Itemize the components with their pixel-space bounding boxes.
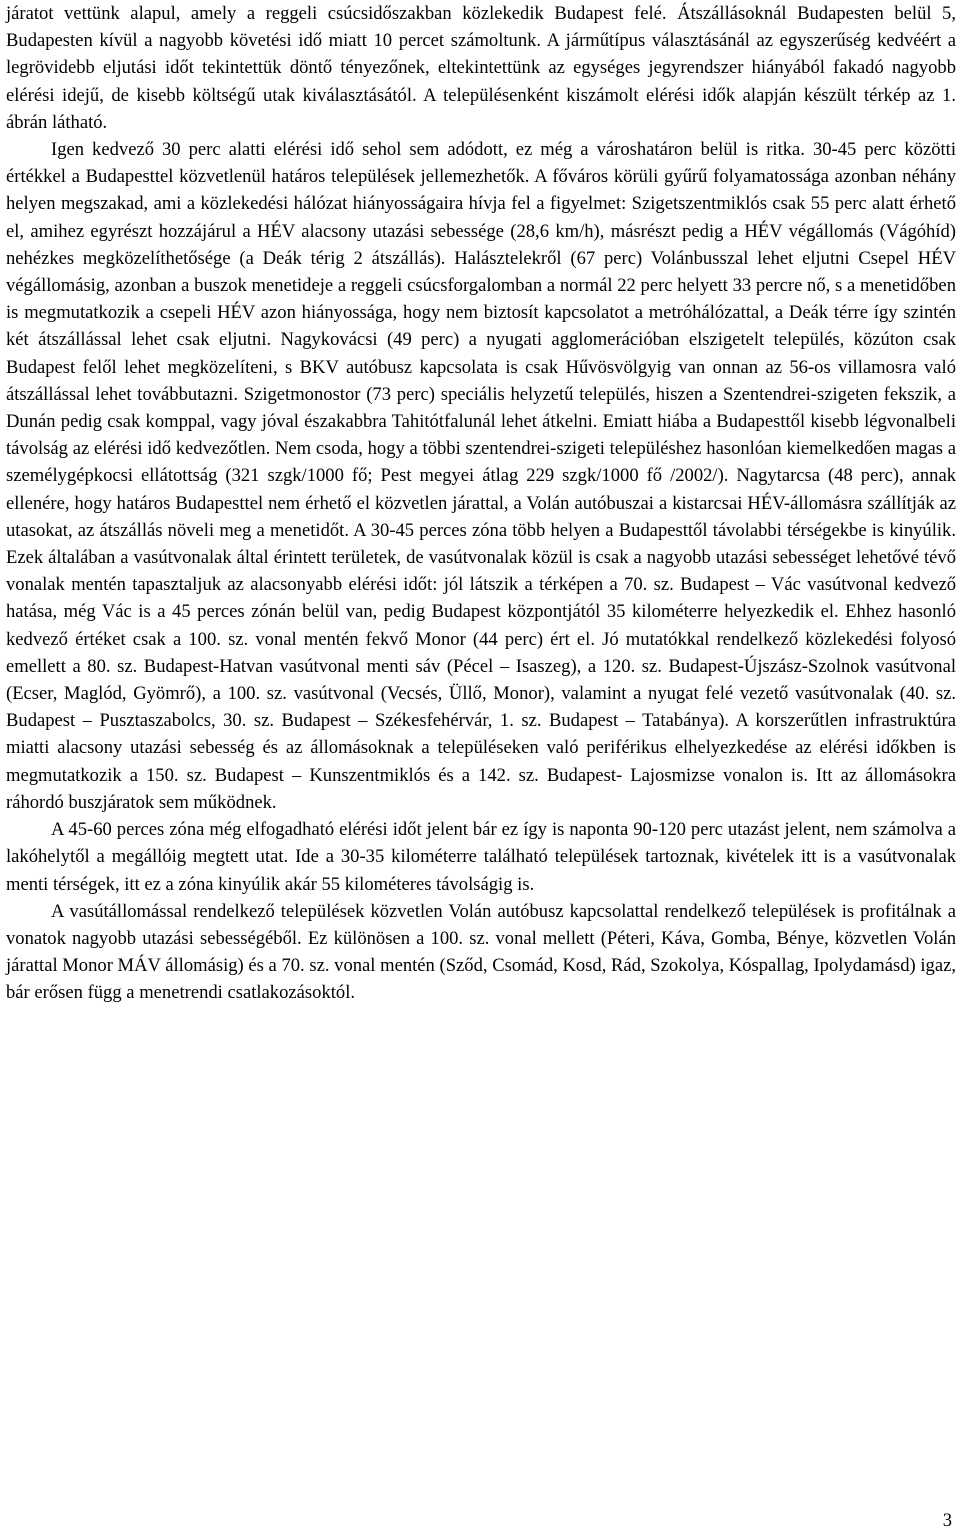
paragraph-1: járatot vettünk alapul, amely a reggeli csúcsidőszakban közlekedik Budapest felé. Átszállásoknál Budapesten belül 5, Budapesten kívül a nagyobb követési idő miatt 10 percet számoltunk. A járműtípus választásánál az egyszerűség kedvéért a legrövidebb eljutási időt tekintettük döntő tényezőnek, eltekintettünk az egységes jegyrendszer hiányából fakadó nagyobb elérési idejű, de kisebb költségű utak kiválasztásától. A településenként kiszámolt elérési idők alapján készült térkép az 1. ábrán látható.	[6, 3, 956, 133]
paragraph-2: Igen kedvező 30 perc alatti elérési idő sehol sem adódott, ez még a városhatáron belül is ritka. 30-45 perc közötti értékkel a Budapesttel közvetlenül határos települések jellemezhetők. A főváros körüli gyűrű folyamatossága azonban néhány helyen megszakad, ami a közlekedési hálózat hiányosságaira hívja fel a figyelmet: Szigetszentmiklós csak 55 perc alatt érhető el, amihez egyrészt hozzájárul a HÉV alacsony utazási sebessége (28,6 km/h), másrészt pedig a HÉV végállomás (Vágóhíd) nehézkes megközelíthetősége (a Deák térig 2 átszállás). Halásztelekről (67 perc) Volánbusszal lehet eljutni Csepel HÉV végállomásig, azonban a buszok menetideje a reggeli csúcsforgalomban a normál 22 perc helyett 33 percre nő, s a menetidőben is megmutatkozik a csepeli HÉV azon hiányossága, hogy nem biztosít kapcsolatot a metróhálózattal, a Deák térre így szintén két átszállással lehet csak eljutni. Nagykovácsi (49 perc) a nyugati agglomerációban elszigetelt település, közúton csak Budapest felől lehet megközelíteni, s BKV autóbusz kapcsolata is csak Hűvösvölgyig van onnan az 56-os villamosra való átszállással lehet továbbutazni. Szigetmonostor (73 perc) speciális helyzetű település, hiszen a Szentendrei-szigeten fekszik, a Dunán pedig csak komppal, vagy jóval északabbra Tahitótfalunál lehet átkelni. Emiatt hiába a Budapesttől kisebb légvonalbeli távolság az elérési idő kedvezőtlen. Nem csoda, hogy a többi szentendrei-szigeti településhez hasonlóan kiemelkedően magas a személygépkocsi ellátottság (321 szgk/1000 fő; Pest megyei átlag 229 szgk/1000 fő /2002/). Nagytarcsa (48 perc), annak ellenére, hogy határos Budapesttel nem érhető el közvetlen járattal, a Volán autóbuszai a kistarcsai HÉV-állomásra szállítják az utasokat, az átszállás növeli meg a menetidőt. A 30-45 perces zóna több helyen a Budapesttől távolabbi térségekbe is kinyúlik. Ezek általában a vasútvonalak által érintett területek, de vasútvonalak közül is csak a nagyobb utazási sebességet lehetővé tévő vonalak mentén tapasztaljuk az alacsonyabb elérési időt: jól látszik a térképen a 70. sz. Budapest – Vác vasútvonal kedvező hatása, még Vác is a 45 perces zónán belül van, pedig Budapest központjától 35 kilométerre helyezkedik el. Ehhez hasonló kedvező értéket csak a 100. sz. vonal mentén fekvő Monor (44 perc) ért el. Jó mutatókkal rendelkező közlekedési folyosó emellett a 80. sz. Budapest-Hatvan vasútvonal menti sáv (Pécel – Isaszeg), a 120. sz. Budapest-Újszász-Szolnok vasútvonal (Ecser, Maglód, Gyömrő), a 100. sz. vasútvonal (Vecsés, Üllő, Monor), valamint a nyugat felé vezető vasútvonalak (40. sz. Budapest – Pusztaszabolcs, 30. sz. Budapest – Székesfehérvár, 1. sz. Budapest – Tatabánya). A korszerűtlen infrastruktúra miatti alacsony utazási sebesség és az állomásoknak a településeken való periférikus elhelyezkedése az elérési időkben is megmutatkozik a 150. sz. Budapest – Kunszentmiklós és a 142. sz. Budapest- Lajosmizse vonalon is. Itt az állomásokra ráhordó buszjáratok sem működnek.	[6, 139, 956, 813]
paragraph-4: A vasútállomással rendelkező települések közvetlen Volán autóbusz kapcsolattal rendelkező települések is profitálnak a vonatok nagyobb utazási sebességéből. Ez különösen a 100. sz. vonal mellett (Péteri, Káva, Gomba, Bénye, közvetlen Volán járattal Monor MÁV állomásig) és a 70. sz. vonal mentén (Sződ, Csomád, Kosd, Rád, Szokolya, Kóspallag, Ipolydamásd) igaz, bár erősen függ a menetrendi csatlakozásoktól.	[6, 900, 956, 1004]
paragraph-3: A 45-60 perces zóna még elfogadható elérési időt jelent bár ez így is naponta 90-120 perc utazást jelent, nem számolva a lakóhelytől a megállóig megtett utat. Ide a 30-35 kilométerre található települések tartoznak, kivételek itt is a vasútvonalak menti térségek, itt ez a zóna kinyúlik akár 55 kilométeres távolságig is.	[6, 819, 956, 895]
document-page	[6, 0, 956, 1007]
page-number: 3	[942, 1510, 952, 1531]
